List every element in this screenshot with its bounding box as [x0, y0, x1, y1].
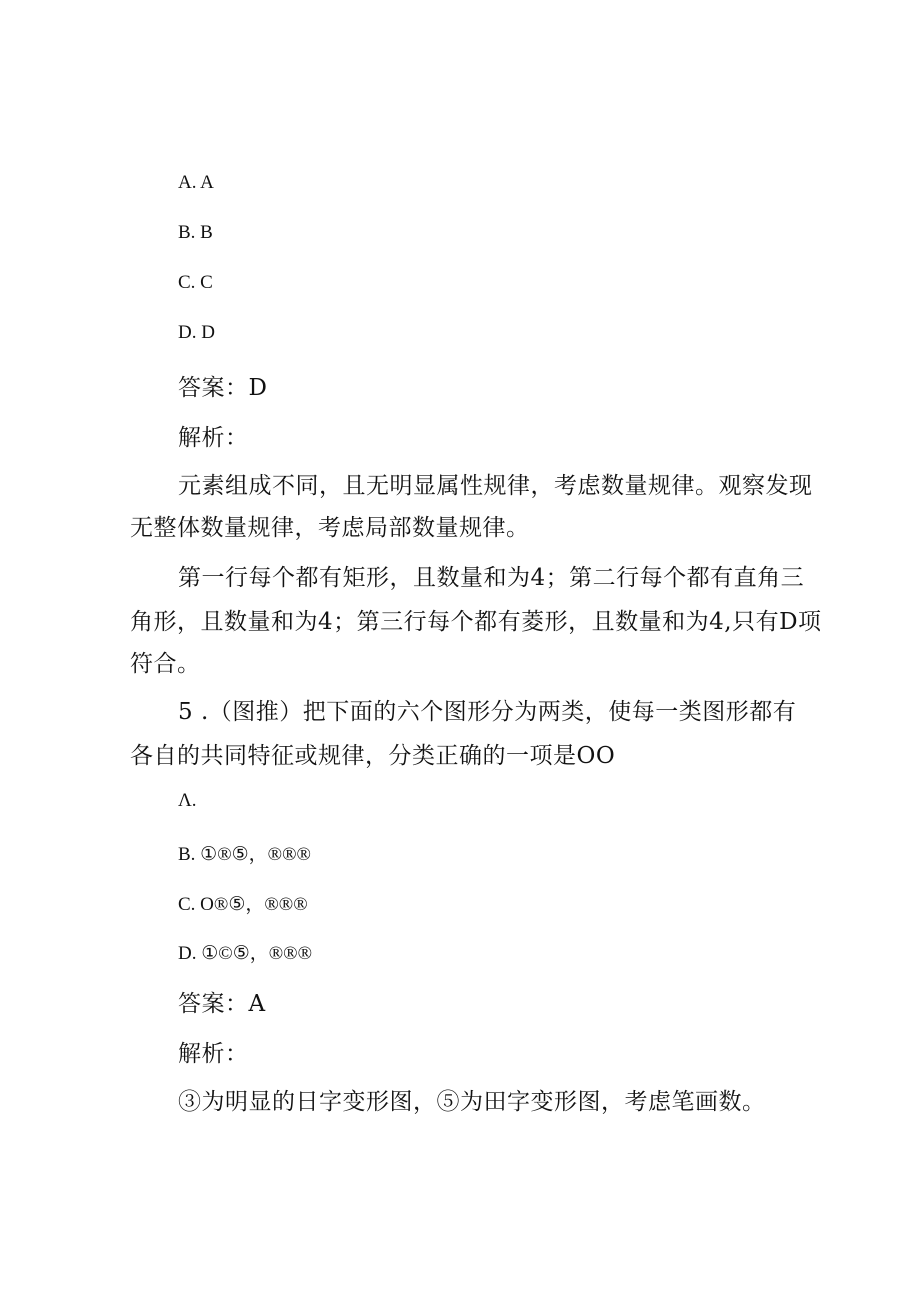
- q4-option-b: B. B: [178, 222, 213, 243]
- q4-analysis-p1-line1: 元素组成不同，且无明显属性规律，考虑数量规律。观察发现: [178, 473, 813, 499]
- q4-analysis-label: 解析：: [178, 425, 249, 451]
- q4-option-a: A. A: [178, 172, 214, 193]
- q5-analysis-line1: ③为明显的日字变形图，⑤为田字变形图，考虑笔画数。: [178, 1089, 766, 1115]
- q5-option-b: B. ①®⑤，®®®: [178, 844, 311, 865]
- q5-option-c: C. O®⑤，®®®: [178, 894, 308, 915]
- q5-option-a: Λ.: [178, 790, 197, 811]
- q5-answer: 答案：A: [178, 991, 266, 1017]
- q4-analysis-p2-line2: 角形，且数量和为4；第三行每个都有菱形，且数量和为4,只有D项: [130, 609, 822, 635]
- q4-analysis-p2-line1: 第一行每个都有矩形，且数量和为4；第二行每个都有直角三: [178, 565, 805, 591]
- q5-question-line2: 各自的共同特征或规律，分类正确的一项是OO: [130, 743, 616, 769]
- q5-option-d: D. ①©⑤，®®®: [178, 943, 313, 964]
- q4-analysis-p2-line3: 符合。: [130, 651, 201, 677]
- q4-analysis-p1-line2: 无整体数量规律，考虑局部数量规律。: [130, 515, 530, 541]
- q5-question-line1: 5 .（图推）把下面的六个图形分为两类，使每一类图形都有: [178, 699, 797, 725]
- q4-option-d: D. D: [178, 322, 215, 343]
- q5-analysis-label: 解析：: [178, 1041, 249, 1067]
- q4-answer: 答案：D: [178, 375, 268, 401]
- q4-option-c: C. C: [178, 272, 213, 293]
